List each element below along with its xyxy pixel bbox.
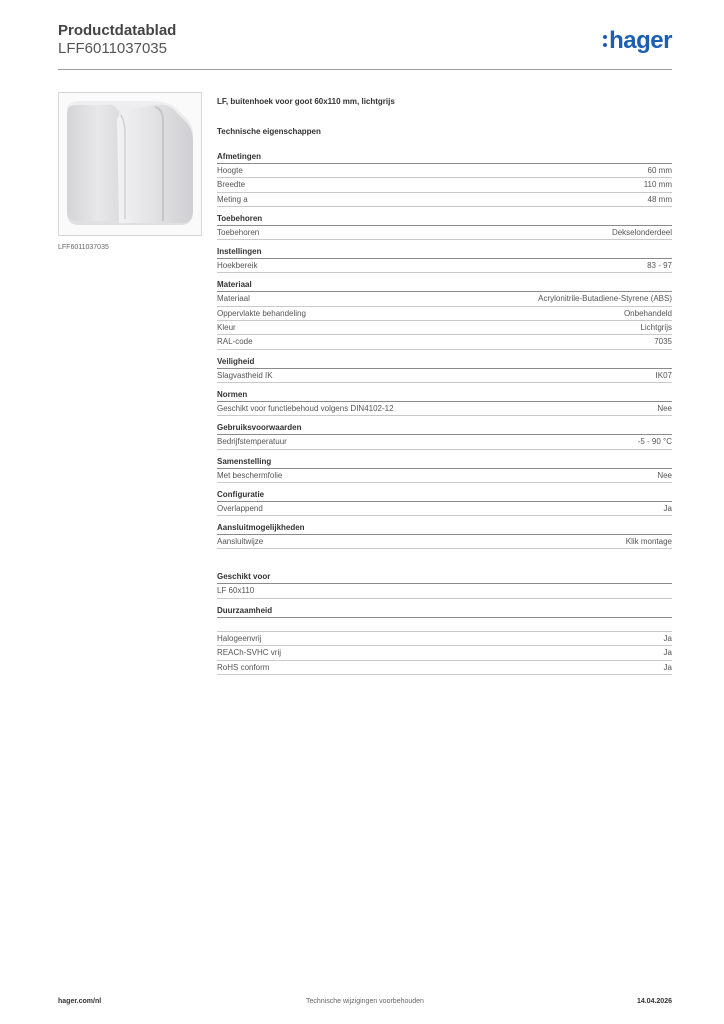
- property-row: [217, 321, 672, 335]
- property-row: [217, 164, 672, 178]
- page-header: [58, 22, 672, 70]
- property-label: LF 60x110: [217, 586, 255, 596]
- property-label: Hoekbereik: [217, 261, 258, 271]
- property-row: [217, 661, 672, 675]
- property-value: Nee: [657, 403, 672, 413]
- property-row: [217, 469, 672, 483]
- property-label: Oppervlakte behandeling: [217, 308, 306, 318]
- property-label: Materiaal: [217, 294, 250, 304]
- property-value: 60 mm: [647, 166, 672, 175]
- property-group: [217, 571, 672, 598]
- property-row: [217, 618, 672, 632]
- property-row: [217, 307, 672, 321]
- property-label: REACh-SVHC vrij: [217, 648, 282, 658]
- property-row: [217, 369, 672, 383]
- property-value: Ja: [663, 662, 672, 672]
- property-row: [217, 226, 672, 240]
- property-value: Dekselonderdeel: [611, 227, 672, 237]
- group-title: Geschikt voor: [217, 571, 672, 584]
- group-title: Samenstelling: [217, 456, 672, 469]
- property-label: Halogeenvrij: [217, 634, 262, 644]
- property-row: [217, 402, 672, 416]
- property-value: Acrylonitrile-Butadiene-Styrene (ABS): [538, 294, 672, 304]
- image-caption: LFF6011037035: [58, 244, 109, 251]
- property-group: [217, 456, 672, 483]
- footer-disclaimer: Technische wijzigingen voorbehouden: [306, 998, 424, 1005]
- property-label: Toebehoren: [217, 227, 260, 237]
- logo-text: hager: [609, 27, 672, 54]
- page-footer: [58, 998, 672, 1010]
- property-group: [217, 151, 672, 207]
- property-group: [217, 356, 672, 383]
- property-value: IK07: [655, 370, 672, 380]
- group-title: Instellingen: [217, 246, 672, 259]
- property-row: [217, 292, 672, 306]
- product-title: LF, buitenhoek voor goot 60x110 mm, lichtgrijs: [217, 97, 395, 106]
- group-title: Afmetingen: [217, 151, 672, 164]
- property-row: [217, 535, 672, 549]
- property-row: [217, 335, 672, 349]
- property-row: [217, 259, 672, 273]
- property-row: [217, 632, 672, 646]
- property-value: Onbehandeld: [623, 308, 672, 318]
- property-value: Ja: [663, 503, 672, 513]
- hager-logo: [603, 26, 672, 56]
- property-label: Met beschermfolie: [217, 470, 283, 480]
- property-value: Nee: [657, 470, 672, 480]
- property-label: Breedte: [217, 180, 246, 190]
- property-label: Bedrijfstemperatuur: [217, 437, 287, 447]
- footer-date: 14.04.2026: [636, 998, 672, 1005]
- property-group: [217, 522, 672, 549]
- product-details: [217, 97, 672, 675]
- property-label: Slagvastheid IK: [217, 370, 273, 380]
- property-value: Ja: [663, 648, 672, 658]
- logo-dots-icon: [603, 33, 607, 49]
- property-value: 48 mm: [647, 194, 672, 204]
- property-label: Geschikt voor functiebehoud volgens DIN4102-12: [217, 403, 394, 413]
- property-value: 110 mm: [643, 180, 672, 190]
- property-row: [217, 435, 672, 449]
- property-row: [217, 502, 672, 516]
- product-code: LFF6011037035: [58, 40, 167, 57]
- property-group: [217, 422, 672, 449]
- property-value: 83 - 97: [647, 261, 672, 271]
- property-label: Aansluitwijze: [217, 537, 264, 547]
- property-group: [217, 213, 672, 240]
- property-value: 7035: [654, 337, 672, 347]
- group-title: Configuratie: [217, 489, 672, 502]
- property-label: Overlappend: [217, 503, 263, 513]
- group-title: Toebehoren: [217, 213, 672, 226]
- cable-trunking-corner-icon: [59, 93, 201, 235]
- property-group: [217, 389, 672, 416]
- property-row: [217, 178, 672, 192]
- property-value: Klik montage: [625, 537, 672, 547]
- group-title: Normen: [217, 389, 672, 402]
- property-groups: [217, 151, 672, 675]
- group-title: Veiligheid: [217, 356, 672, 369]
- property-group: [217, 605, 672, 675]
- property-group: [217, 246, 672, 273]
- property-value: -5 - 90 °C: [637, 437, 672, 447]
- property-value: Lichtgrijs: [640, 323, 672, 333]
- group-title: Materiaal: [217, 279, 672, 292]
- property-label: RAL-code: [217, 337, 253, 347]
- group-title: Duurzaamheid: [217, 605, 672, 618]
- property-label: Kleur: [217, 323, 236, 333]
- property-label: Hoogte: [217, 166, 243, 175]
- document-title: Productdatablad: [58, 22, 177, 39]
- product-image: [58, 92, 202, 236]
- group-title: Gebruiksvoorwaarden: [217, 422, 672, 435]
- property-row: [217, 193, 672, 207]
- property-row: [217, 646, 672, 660]
- group-title: Aansluitmogelijkheden: [217, 522, 672, 535]
- footer-website: hager.com/nl: [58, 998, 102, 1005]
- property-group: [217, 279, 672, 349]
- property-row: [217, 584, 672, 598]
- property-label: Meting a: [217, 194, 248, 204]
- section-heading: Technische eigenschappen: [217, 127, 321, 136]
- property-value: Ja: [663, 634, 672, 644]
- property-label: RoHS conform: [217, 662, 270, 672]
- property-group: [217, 489, 672, 516]
